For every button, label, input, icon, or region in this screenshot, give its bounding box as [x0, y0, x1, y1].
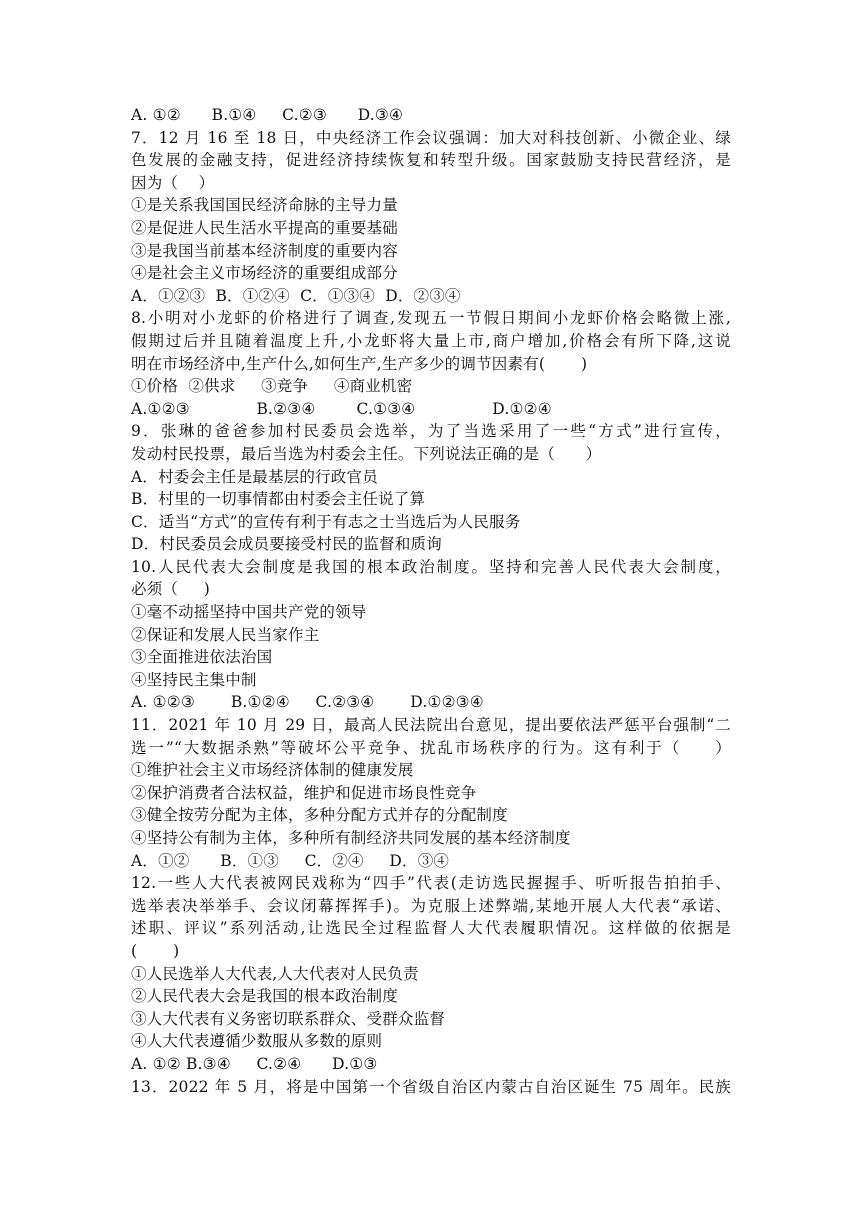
question-8-line-3: 明在市场经济中,生产什么,如何生产,生产多少的调节因素有( ) — [131, 354, 588, 373]
statement-3: ③全面推进依法治国 — [131, 648, 273, 667]
question-12-line-3: 述职、评议”系列活动,让选民全过程监督人大代表履职情况。这样做的依据是 — [131, 919, 731, 938]
question-7-line-1: 7．12 月 16 至 18 日，中央经济工作会议强调：加大对科技创新、小微企业、绿 — [131, 128, 731, 147]
option-a: A．村委会主任是最基层的行政官员 — [131, 467, 378, 486]
statement-3: ③人大代表有义务密切联系群众、受群众监督 — [131, 1009, 446, 1028]
statement-list: ①价格 ②供求 ③竞争 ④商业机密 — [131, 377, 413, 396]
statement-1: ①毫不动摇坚持中国共产党的领导 — [131, 603, 367, 622]
option-b: B．村里的一切事情都由村委会主任说了算 — [131, 490, 426, 509]
question-12-line-4: ( ) — [131, 941, 180, 960]
answer-options-q12: A. ①② B.③④ C.②④ D.①③ — [131, 1054, 378, 1073]
statement-3: ③健全按劳分配为主体，多种分配方式并存的分配制度 — [131, 806, 508, 825]
statement-1: ①是关系我国国民经济命脉的主导力量 — [131, 196, 398, 215]
statement-4: ④是社会主义市场经济的重要组成部分 — [131, 264, 398, 283]
answer-options-q6: A. ①② B.①④ C.②③ D.③④ — [131, 106, 404, 124]
question-7-line-3: 因为（ ） — [131, 173, 215, 192]
statement-2: ②是促进人民生活水平提高的重要基础 — [131, 218, 398, 237]
answer-options-q10: A. ①②③ B.①②④ C.②③④ D.①②③④ — [131, 693, 484, 712]
statement-1: ①维护社会主义市场经济体制的健康发展 — [131, 761, 414, 780]
option-c: C．适当“方式”的宣传有利于有志之士当选后为人民服务 — [131, 512, 521, 531]
statement-4: ④人大代表遵循少数服从多数的原则 — [131, 1032, 383, 1051]
statement-4: ④坚持公有制为主体，多种所有制经济共同发展的基本经济制度 — [131, 829, 571, 847]
answer-options-q11: A．①② B．①③ C．②④ D．③④ — [131, 851, 450, 870]
answer-options-q8: A.①②③ B.②③④ C.①③④ D.①②④ — [131, 399, 552, 418]
question-10-line-1: 10.人民代表大会制度是我国的根本政治制度。坚持和完善人民代表大会制度， — [131, 557, 731, 576]
question-12-line-1: 12.一些人大代表被网民戏称为“四手”代表(走访选民握握手、听听报告拍拍手、 — [131, 874, 731, 893]
question-text-block — [131, 104, 731, 1098]
question-10-line-2: 必须（ ) — [131, 580, 210, 599]
statement-1: ①人民选举人大代表,人大代表对人民负责 — [131, 964, 419, 983]
statement-2: ②人民代表大会是我国的根本政治制度 — [131, 987, 398, 1006]
question-12-line-2: 选举表决举举手、会议闭幕挥挥手)。为克服上述弊端,某地开展人大代表“承诺、 — [131, 896, 731, 915]
question-11-line-1: 11．2021 年 10 月 29 日，最高人民法院出台意见，提出要依法严惩平台强制“二 — [131, 716, 731, 735]
question-13-line-1: 13．2022 年 5 月，将是中国第一个省级自治区内蒙古自治区诞生 75 周年。民族 — [131, 1077, 731, 1096]
question-9-line-1: 9．张琳的爸爸参加村民委员会选举，为了当选采用了一些“方式”进行宣传， — [131, 422, 731, 441]
question-8-line-1: 8.小明对小龙虾的价格进行了调查,发现五一节假日期间小龙虾价格会略微上涨, — [131, 309, 731, 328]
statement-2: ②保护消费者合法权益，维护和促进市场良性竞争 — [131, 783, 477, 802]
question-9-line-2: 发动村民投票，最后当选为村委会主任。下列说法正确的是（ ） — [131, 444, 602, 463]
question-11-line-2: 选一”“大数据杀熟”等破坏公平竞争、扰乱市场秩序的行为。这有利于（ ） — [131, 738, 731, 757]
statement-4: ④坚持民主集中制 — [131, 670, 257, 689]
option-d: D．村民委员会成员要接受村民的监督和质询 — [131, 535, 442, 554]
question-8-line-2: 假期过后并且随着温度上升,小龙虾将大量上市,商户增加,价格会有所下降,这说 — [131, 331, 731, 350]
answer-options-q7: A．①②③ B．①②④ C．①③④ D．②③④ — [131, 286, 461, 305]
question-7-line-2: 色发展的金融支持，促进经济持续恢复和转型升级。国家鼓励支持民营经济，是 — [131, 151, 731, 170]
statement-3: ③是我国当前基本经济制度的重要内容 — [131, 241, 398, 260]
statement-2: ②保证和发展人民当家作主 — [131, 625, 320, 644]
